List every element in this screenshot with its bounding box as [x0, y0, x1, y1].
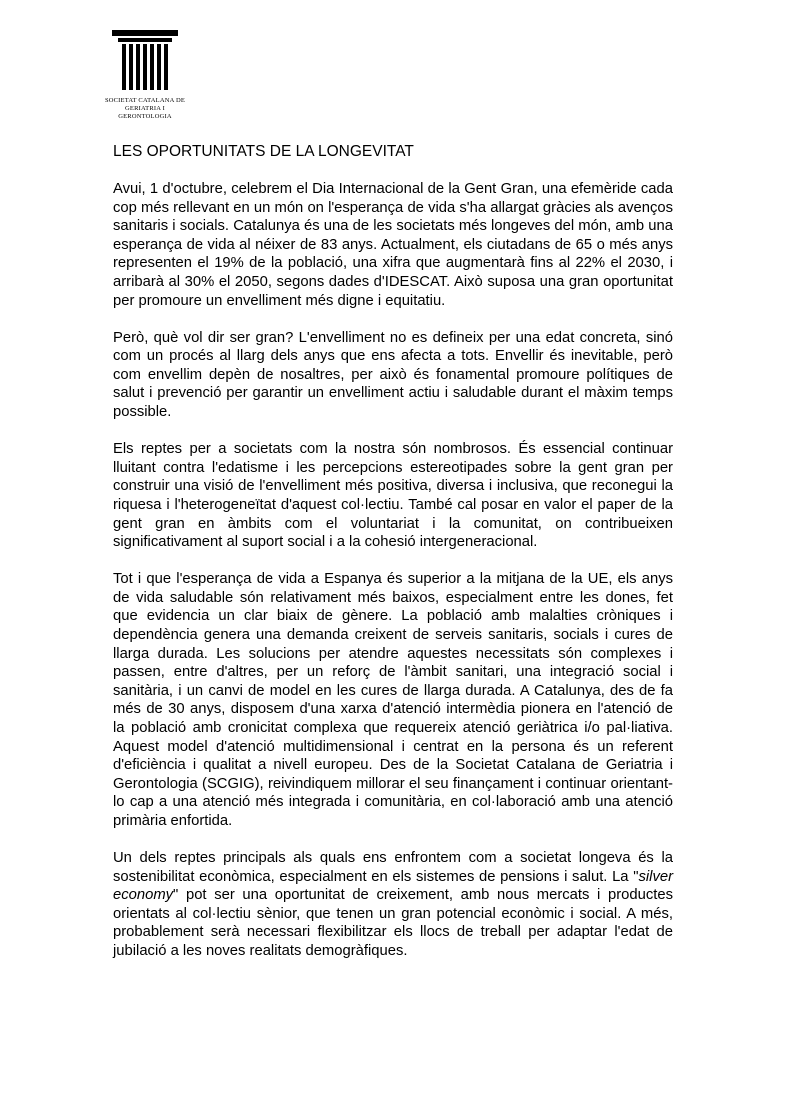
paragraph-4: Tot i que l'esperança de vida a Espanya és superior a la mitjana de la UE, els anys de vida saludable són relativament més baixos, especialment entre les dones, fet que evidencia un clar biaix de gènere. La població amb malalties cròniques i dependència genera una demanda creixent de serveis sanitaris, socials i cures de llarga durada. Les solucions per atendre aquestes necessitats són complexes i passen, entre d'altres, per un reforç de l'àmbit sanitari, una integració social i sanitària, i un canvi de model en les cures de llarga durada. A Catalunya, des de fa més de 30 anys, disposem d'una xarxa d'atenció intermèdia pionera en l'atenció de la població amb cronicitat complexa que requereix atenció geriàtrica i/o pal·liativa. Aquest model d'atenció multidimensional i centrat en la persona és un referent d'eficiència i qualitat a nivell europeu. Des de la Societat Catalana de Geriatria i Gerontologia (SCGIG), reivindiquem millorar el seu finançament i continuar orientant-lo cap a una atenció més integrada i comunitària, en col·laboració amb una atenció primària enfortida.: [113, 571, 673, 829]
column-pillar-icon: [112, 30, 178, 94]
paragraph-5: [113, 849, 673, 961]
article-body: [113, 143, 673, 979]
paragraph-1: Avui, 1 d'octubre, celebrem el Dia Internacional de la Gent Gran, una efemèride cada cop més rellevant en un món on l'esperança de vida s'ha allargat gràcies als avenços sanitaris i socials. Catalunya és una de les societats més longeves del món, amb una esperança de vida al néixer de 83 anys. Actualment, els ciutadans de 65 o més anys representen el 19% de la població, una xifra que augmentarà fins al 22% el 2030, i arribarà al 30% el 2050, segons dades d'IDESCAT. Això suposa una gran oportunitat per promoure un envelliment més digne i equitatiu.: [113, 181, 673, 309]
logo-caption: [100, 97, 190, 121]
paragraph-5-italic: silver economy: [113, 868, 673, 904]
page-title: LES OPORTUNITATS DE LA LONGEVITAT: [113, 143, 414, 160]
logo-line-1: SOCIETAT CATALANA DE: [104, 97, 186, 104]
logo-line-2: GERIATRIA I GERONTOLOGIA: [118, 105, 172, 120]
society-logo: [100, 30, 190, 121]
paragraph-5-after: " pot ser una oportunitat de creixement, amb nous mercats i productes orientats al col·lectiu sènior, que tenen un gran potencial econòmic i social. A més, probablement serà necessari flexibilitzar els llocs de treball per adaptar l'edat de jubilació a les noves realitats demogràfiques.: [113, 887, 673, 959]
paragraph-2: Però, què vol dir ser gran? L'envelliment no es defineix per una edat concreta, sinó com un procés al llarg dels anys que ens afecta a tots. Envellir és inevitable, però com envellim depèn de nosaltres, per això és fonamental promoure polítiques de salut i prevenció per garantir un envelliment actiu i saludable durant el màxim temps possible.: [113, 329, 673, 421]
paragraph-5-before: Un dels reptes principals als quals ens enfrontem com a societat longeva és la sostenibilitat econòmica, especialment en els sistemes de pensions i salut. La ": [113, 850, 673, 885]
paragraph-3: Els reptes per a societats com la nostra són nombrosos. És essencial continuar lluitant contra l'edatisme i les percepcions estereotipades sobre la gent gran per construir una visió de l'envelliment més positiva, diversa i inclusiva, que reconegui la riquesa i l'heterogeneïtat d'aquest col·lectiu. També cal posar en valor el paper de la gent gran en àmbits com el voluntariat i la comunitat, on contribueixen significativament al suport social i a la cohesió intergeneracional.: [113, 441, 673, 551]
